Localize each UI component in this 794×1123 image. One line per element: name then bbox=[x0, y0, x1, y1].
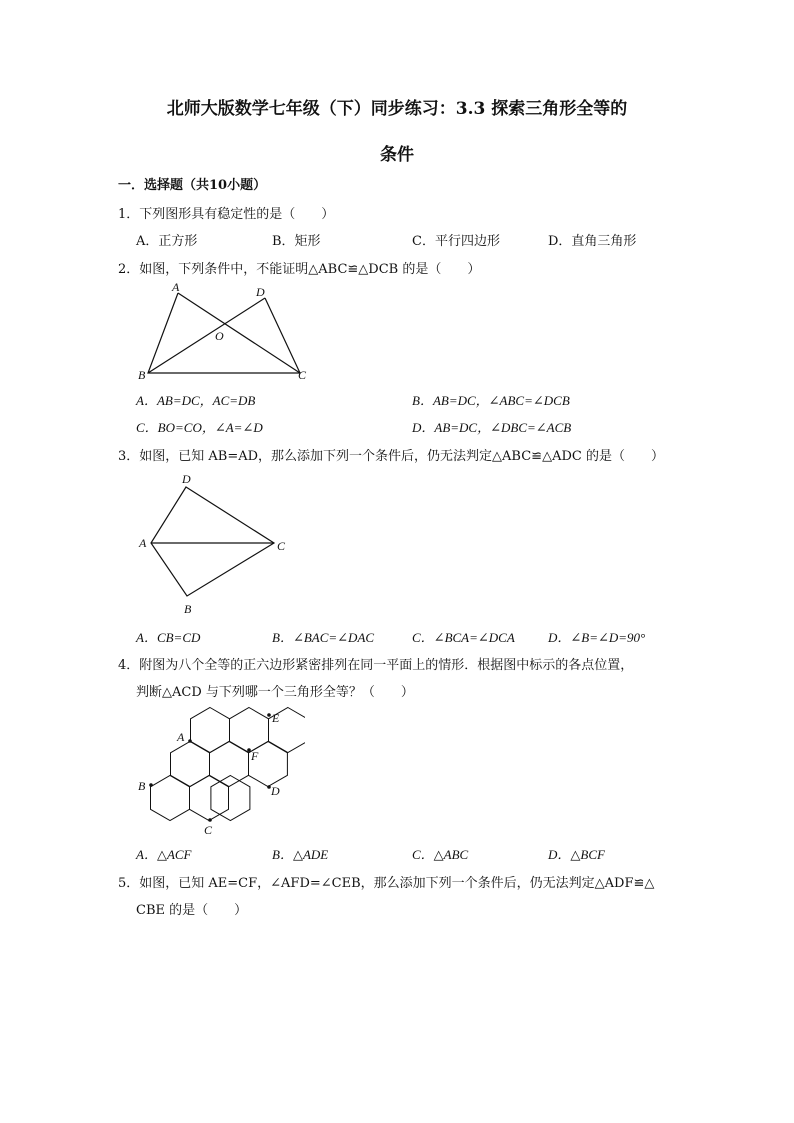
q4-stem-line-1: 4．附图为八个全等的正六边形紧密排列在同一平面上的情形．根据图中标示的各点位置， bbox=[118, 658, 634, 673]
q2-option-c: C．BO=CO，∠A=∠D bbox=[136, 420, 263, 435]
q2-option-b: B．AB=DC，∠ABC=∠DCB bbox=[412, 393, 570, 408]
title-line-1: 北师大版数学七年级（下）同步练习：3.3 探索三角形全等的 bbox=[166, 99, 628, 119]
q4-option-a: A．△ACF bbox=[136, 847, 192, 862]
q3-label-a: A bbox=[139, 536, 147, 550]
q2-figure bbox=[130, 280, 330, 385]
document-title bbox=[100, 86, 694, 178]
q2-label-c: C bbox=[298, 368, 307, 382]
q2-label-d: D bbox=[256, 285, 265, 299]
q4-stem-line-2: 判断△ACD 与下列哪一个三角形全等？（ ） bbox=[136, 685, 414, 700]
q1-option-d: D．直角三角形 bbox=[548, 234, 637, 249]
q3-option-d: D．∠B=∠D=90° bbox=[548, 630, 646, 645]
q3-option-c: C．∠BCA=∠DCA bbox=[412, 630, 515, 645]
section-heading: 一．选择题（共10小题） bbox=[118, 178, 267, 193]
q4-option-b: B．△ADE bbox=[272, 847, 329, 862]
q1-option-c: C．平行四边形 bbox=[412, 234, 500, 249]
q4-point-a bbox=[188, 739, 192, 743]
q4-label-b: B bbox=[138, 779, 146, 793]
q4-label-a: A bbox=[177, 730, 185, 744]
q4-label-d: D bbox=[271, 784, 280, 798]
q2-option-a: A．AB=DC，AC=DB bbox=[136, 393, 256, 408]
q3-option-a: A．CB=CD bbox=[136, 630, 201, 645]
q2-stem: 2．如图，下列条件中，不能证明△ABC≌△DCB 的是（ ） bbox=[118, 262, 481, 277]
q2-label-a: A bbox=[172, 280, 180, 294]
hexagon bbox=[190, 776, 229, 821]
q1-option-b: B．矩形 bbox=[272, 234, 321, 249]
hexagon bbox=[211, 776, 250, 821]
q1-option-a: A．正方形 bbox=[136, 234, 198, 249]
q4-label-c: C bbox=[204, 823, 213, 837]
q2-label-b: B bbox=[138, 368, 146, 382]
q5-stem-line-2: CBE 的是（ ） bbox=[136, 903, 248, 918]
q4-label-e: E bbox=[272, 711, 280, 725]
q3-label-b: B bbox=[184, 602, 192, 616]
q3-label-c: C bbox=[277, 539, 286, 553]
q3-option-b: B．∠BAC=∠DAC bbox=[272, 630, 375, 645]
q4-option-c: C．△ABC bbox=[412, 847, 469, 862]
q2-label-o: O bbox=[215, 329, 224, 343]
q4-point-c bbox=[208, 818, 212, 822]
q2-side-bd bbox=[148, 298, 265, 373]
q5-stem-line-1: 5．如图，已知 AE=CF，∠AFD=∠CEB，那么添加下列一个条件后，仍无法判定△ADF≌△ bbox=[118, 876, 655, 891]
q2-triangle-abc bbox=[148, 293, 300, 373]
q3-label-d: D bbox=[182, 472, 191, 486]
title-line-2: 条件 bbox=[380, 145, 414, 165]
q4-option-d: D．△BCF bbox=[548, 847, 605, 862]
q4-point-e bbox=[267, 713, 271, 717]
q3-stem: 3．如图，已知 AB=AD，那么添加下列一个条件后，仍无法判定△ABC≌△ADC 的是（ ） bbox=[118, 449, 664, 464]
q4-label-f: F bbox=[251, 749, 259, 763]
q2-option-d: D．AB=DC，∠DBC=∠ACB bbox=[412, 420, 572, 435]
q4-point-b bbox=[149, 783, 153, 787]
q4-figure bbox=[130, 700, 305, 840]
q3-figure bbox=[130, 470, 300, 620]
q1-stem: 1．下列图形具有稳定性的是（ ） bbox=[118, 207, 335, 222]
hexagon-grid bbox=[151, 708, 306, 821]
hexagon bbox=[151, 776, 190, 821]
q3-quadrilateral bbox=[151, 487, 274, 596]
